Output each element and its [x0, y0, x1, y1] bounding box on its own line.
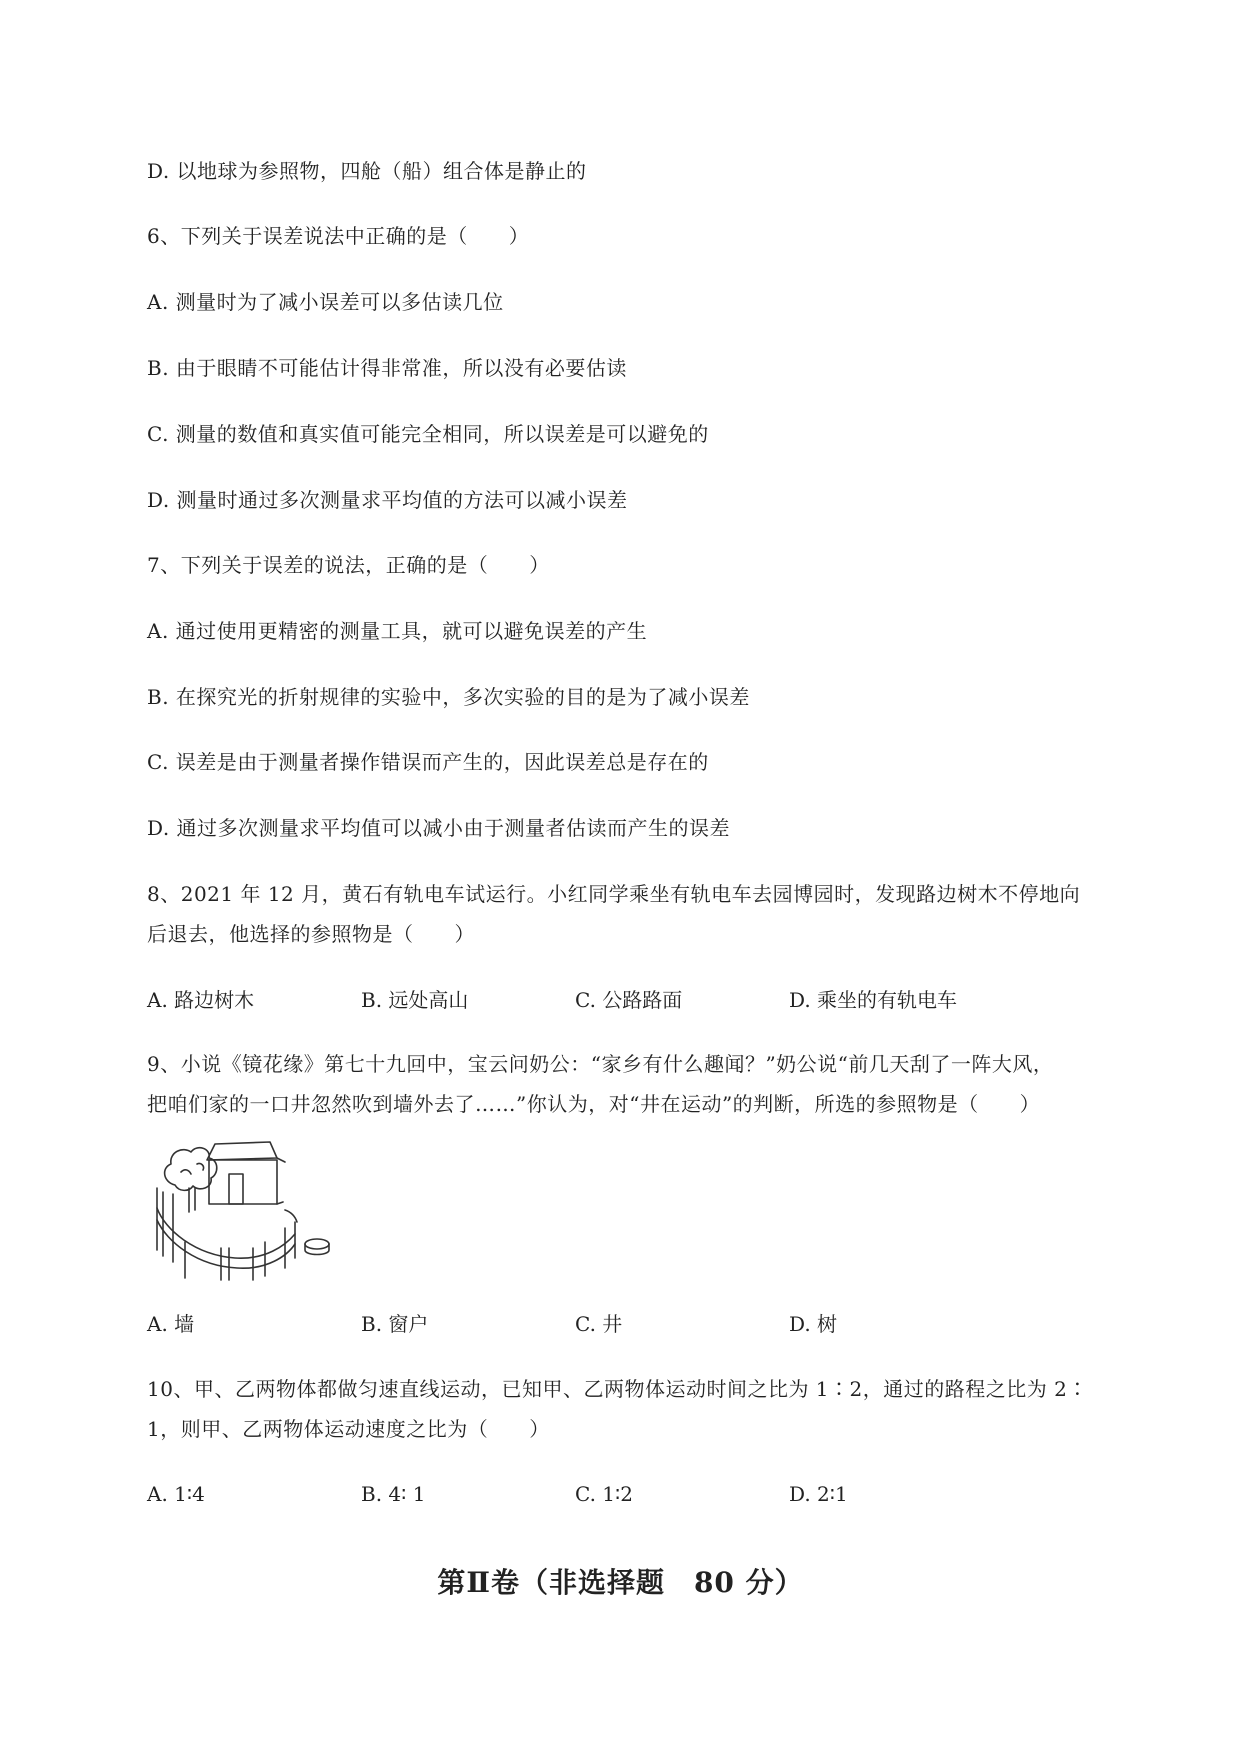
q9-option-a: A. 墙 — [147, 1312, 195, 1336]
q7-option-d: D. 通过多次测量求平均值可以减小由于测量者估读而产生的误差 — [147, 816, 731, 840]
q8-option-c: C. 公路路面 — [575, 988, 683, 1012]
q9-option-c: C. 井 — [575, 1312, 623, 1336]
fence-icon — [157, 1188, 297, 1280]
q6-option-b: B. 由于眼睛不可能估计得非常准，所以没有必要估读 — [147, 356, 627, 380]
q7-option-b: B. 在探究光的折射规律的实验中，多次实验的目的是为了减小误差 — [147, 685, 750, 709]
q9-stem-line1: 9、小说《镜花缘》第七十九回中，宝云问奶公：“家乡有什么趣闻？”奶公说“前几天刮了一阵大风， — [147, 1052, 1054, 1076]
q8-option-b: B. 远处高山 — [361, 988, 469, 1012]
q7-stem: 7、下列关于误差的说法，正确的是（ ） — [147, 553, 550, 577]
q6-option-c: C. 测量的数值和真实值可能完全相同，所以误差是可以避免的 — [147, 422, 709, 446]
q9-option-b: B. 窗户 — [361, 1312, 429, 1336]
q6-stem: 6、下列关于误差说法中正确的是（ ） — [147, 224, 530, 248]
q6-option-a: A. 测量时为了减小误差可以多估读几位 — [147, 290, 504, 314]
q5-option-d: D. 以地球为参照物，四舱（船）组合体是静止的 — [147, 159, 587, 183]
q10-stem-line2: 1，则甲、乙两物体运动速度之比为（ ） — [147, 1417, 550, 1441]
house-icon — [207, 1142, 285, 1204]
q10-option-b: B. 4∶ 1 — [361, 1482, 426, 1506]
q9-stem-line2: 把咱们家的一口井忽然吹到墙外去了……”你认为，对“井在运动”的判断，所选的参照物是（ ） — [147, 1092, 1041, 1116]
q10-stem-line1: 10、甲、乙两物体都做匀速直线运动，已知甲、乙两物体运动时间之比为 1∶2，通过的路程之比为 2∶ — [147, 1377, 1088, 1401]
well-icon — [305, 1239, 329, 1255]
q10-option-d: D. 2∶1 — [789, 1482, 848, 1506]
q9-option-d: D. 树 — [789, 1312, 838, 1336]
q8-option-a: A. 路边树木 — [147, 988, 255, 1012]
q8-stem-line2: 后退去，他选择的参照物是（ ） — [147, 922, 475, 946]
q10-option-c: C. 1∶2 — [575, 1482, 633, 1506]
q7-option-a: A. 通过使用更精密的测量工具，就可以避免误差的产生 — [147, 619, 648, 643]
q7-option-c: C. 误差是由于测量者操作错误而产生的，因此误差总是存在的 — [147, 750, 709, 774]
q10-option-a: A. 1∶4 — [147, 1482, 205, 1506]
section-ii-title: 第Ⅱ卷（非选择题 80 分） — [437, 1566, 804, 1599]
q8-option-d: D. 乘坐的有轨电车 — [789, 988, 958, 1012]
house-fence-well-illustration — [145, 1130, 365, 1285]
q6-option-d: D. 测量时通过多次测量求平均值的方法可以减小误差 — [147, 488, 628, 512]
q8-stem-line1: 8、2021 年 12 月，黄石有轨电车试运行。小红同学乘坐有轨电车去园博园时，发现路边树木不停地向 — [147, 882, 1081, 906]
